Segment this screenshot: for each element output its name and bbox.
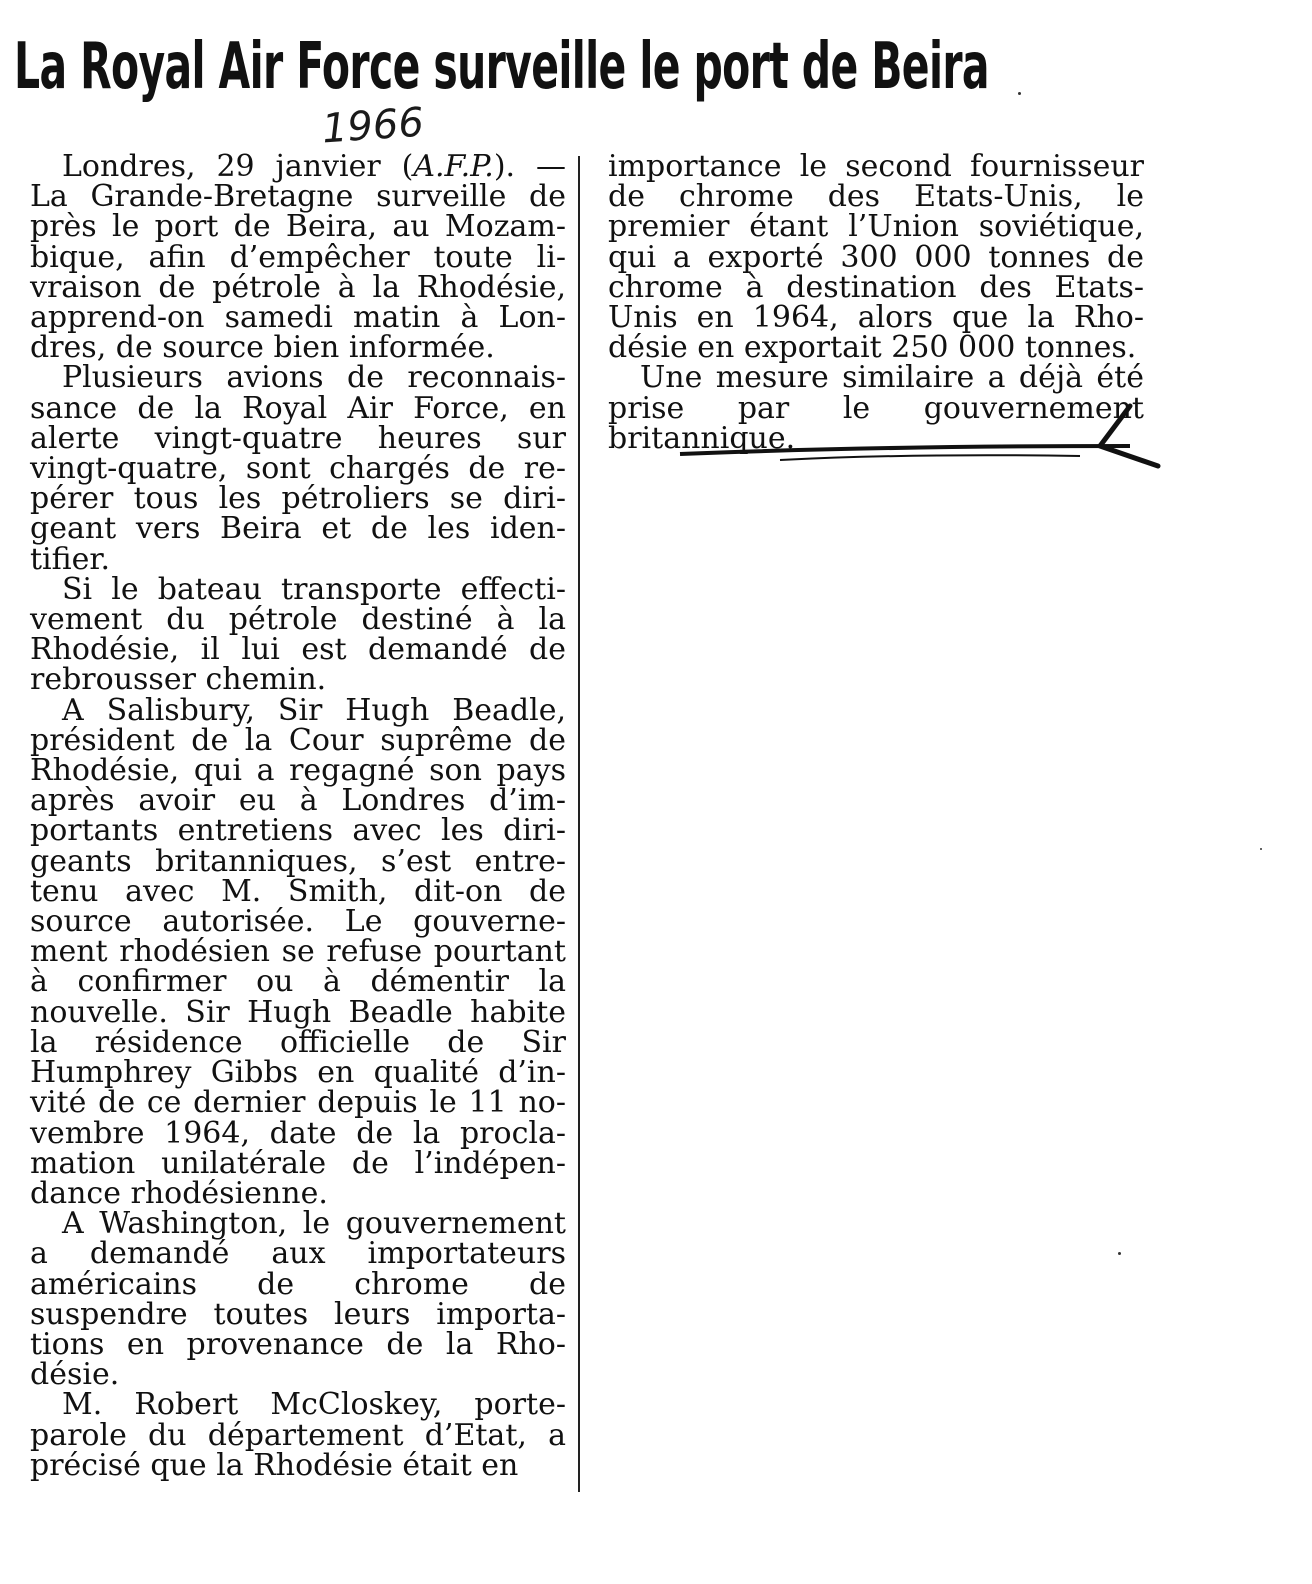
dateline-dash: ). —: [493, 149, 566, 184]
article-paragraph-7: importance le second fournisseur de chrome des Etats-Unis, le premier étant l’Union soviétique, qui a exporté 300 000 tonnes de chrome à destination des Etats-Unis en 1964, alors que la Rhodésie en exportait 250 000 tonnes.: [608, 149, 1144, 366]
article-paragraph-2: Plusieurs avions de reconnaissance de la Royal Air Force, en alerte vingt-quatre heures sur vingt-quatre, sont chargés de repérer tous les pétroliers se dirigeant vers Beira et de les identifier.: [30, 360, 566, 577]
scan-speck: [1260, 848, 1262, 850]
article-paragraph-3: Si le bateau transporte effectivement du pétrole destiné à la Rhodésie, il lui est demandé de rebrousser chemin.: [30, 571, 566, 698]
dateline-paragraph: [30, 149, 566, 366]
handwritten-end-mark: [660, 394, 1180, 484]
article-paragraph-1: La Grande-Bretagne surveille de près le port de Beira, au Mozambique, afin d’empêcher toute livraison de pétrole à la Rhodésie, apprend-on samedi matin à Londres, de source bien informée.: [30, 179, 566, 366]
column-divider: [578, 156, 580, 1492]
dateline-agency: A.F.P.: [413, 149, 494, 184]
scan-speck: [1018, 92, 1021, 95]
scan-speck: [1118, 1252, 1121, 1255]
article-paragraph-5: A Washington, le gouvernement a demandé aux importateurs américains de chrome de suspendre toutes leurs importations en provenance de la Rhodésie.: [30, 1206, 566, 1393]
article-paragraph-6: M. Robert McCloskey, porte-parole du département d’Etat, a précisé que la Rhodésie était en: [30, 1387, 566, 1483]
article-column-left: [30, 149, 566, 1483]
article-paragraph-8: Une mesure similaire a déjà été prise par le gouvernement britannique.: [608, 360, 1144, 456]
article-paragraph-4: A Salisbury, Sir Hugh Beadle, président de la Cour suprême de Rhodésie, qui a regagné son pays après avoir eu à Londres d’importants entretiens avec les dirigeants britanniques, s’est entretenu avec M. Smith, dit-on de source autorisée. Le gouvernement rhodésien se refuse pourtant à confirmer ou à démentir la nouvelle. Sir Hugh Beadle habite la résidence officielle de Sir Humphrey Gibbs en qualité d’invité de ce dernier depuis le 11 novembre 1964, date de la proclamation unilatérale de l’indépendance rhodésienne.: [30, 692, 566, 1211]
dateline-place-date: Londres, 29 janvier (: [62, 149, 414, 184]
handwritten-year-annotation: 1966: [320, 99, 426, 153]
headline: La Royal Air Force surveille le port de Beira: [14, 30, 989, 104]
